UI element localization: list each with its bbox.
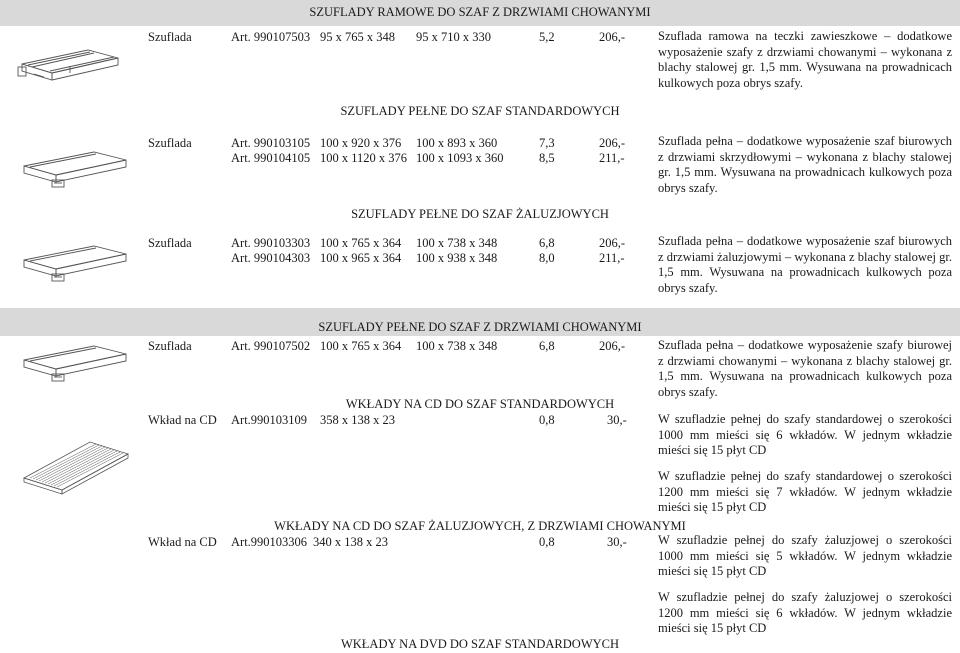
weight: 8,0 xyxy=(539,251,555,265)
section-title-cd-zaluzja: WKŁADY NA CD DO SZAF ŻALUZJOWYCH, Z DRZWIAMI CHOWANYMI xyxy=(274,519,686,533)
section-title-pelne-zaluzja: SZUFLADY PEŁNE DO SZAF ŻALUZJOWYCH xyxy=(351,207,609,221)
outer-dimensions: 100 x 965 x 364 xyxy=(320,251,402,265)
price: 206,- xyxy=(599,339,626,353)
description: W szufladzie pełnej do szafy żaluzjowej o szerokości 1000 mm mieści się 5 wkładów. W jednym wkładzie mieści się 15 płyt CD xyxy=(658,533,952,578)
item-name: Wkład na CD xyxy=(148,413,217,427)
frame-drawer-illustration xyxy=(14,40,124,90)
drawer-illustration xyxy=(18,240,130,286)
price: 206,- xyxy=(599,30,626,44)
weight: 8,5 xyxy=(539,151,555,165)
inner-dimensions: 100 x 893 x 360 xyxy=(416,136,498,150)
weight: 6,8 xyxy=(539,339,555,353)
article-number: Art.990103306 xyxy=(231,535,308,549)
article-number: Art. 990107502 xyxy=(231,339,311,353)
article-number: Art.990103109 xyxy=(231,413,308,427)
price: 211,- xyxy=(599,151,625,165)
price: 211,- xyxy=(599,251,625,265)
section-title-pelne-standard: SZUFLADY PEŁNE DO SZAF STANDARDOWYCH xyxy=(340,104,620,118)
outer-dimensions: 100 x 920 x 376 xyxy=(320,136,402,150)
item-name: Szuflada xyxy=(148,136,192,150)
inner-dimensions: 100 x 738 x 348 xyxy=(416,236,498,250)
weight: 6,8 xyxy=(539,236,555,250)
section-title-cd-standard: WKŁADY NA CD DO SZAF STANDARDOWYCH xyxy=(345,397,615,411)
description: Szuflada ramowa na teczki zawieszkowe – dodatkowe wyposażenie szafy z drzwiami chowanymi – wykonana z blachy stalowej gr. 1,5 mm. Wysuwana na prowadnicach kulkowych poza obrys szafy. xyxy=(658,29,952,90)
price: 30,- xyxy=(607,535,627,549)
description: Szuflada pełna – dodatkowe wyposażenie szaf biurowych z drzwiami skrzydłowymi – wykonana z blachy stalowej gr. 1,5 mm. Wysuwana na prowadnicach kulkowych poza obrys szafy. xyxy=(658,134,952,195)
description: Szuflada pełna – dodatkowe wyposażenie szaf biurowych z drzwiami żaluzjowymi – wykonana z blachy stalowej gr. 1,5 mm. Wysuwana na prowadnicach kulkowych poza obrys szafy. xyxy=(658,234,952,295)
inner-dimensions: 100 x 1093 x 360 xyxy=(416,151,504,165)
article-number: Art. 990103105 xyxy=(231,136,311,150)
item-name: Szuflada xyxy=(148,339,192,353)
article-number: Art. 990104303 xyxy=(231,251,311,265)
inner-dimensions: 95 x 710 x 330 xyxy=(416,30,491,44)
dimensions: 340 x 138 x 23 xyxy=(313,535,388,549)
section-title-pelne-chowane: SZUFLADY PEŁNE DO SZAF Z DRZWIAMI CHOWANYMI xyxy=(318,320,642,334)
price: 206,- xyxy=(599,136,626,150)
article-number: Art. 990104105 xyxy=(231,151,311,165)
description: W szufladzie pełnej do szafy żaluzjowej o szerokości 1200 mm mieści się 6 wkładów. W jednym wkładzie mieści się 15 płyt CD xyxy=(658,590,952,635)
item-name: Szuflada xyxy=(148,30,192,44)
description: W szufladzie pełnej do szafy standardowej o szerokości 1200 mm mieści się 7 wkładów. W jednym wkładzie mieści się 15 płyt CD xyxy=(658,469,952,514)
inner-dimensions: 100 x 738 x 348 xyxy=(416,339,498,353)
weight: 0,8 xyxy=(539,535,555,549)
cd-insert-illustration xyxy=(20,436,132,498)
inner-dimensions: 100 x 938 x 348 xyxy=(416,251,498,265)
item-name: Wkład na CD xyxy=(148,535,217,549)
outer-dimensions: 100 x 1120 x 376 xyxy=(320,151,408,165)
description: W szufladzie pełnej do szafy standardowej o szerokości 1000 mm mieści się 6 wkładów. W jednym wkładzie mieści się 15 płyt CD xyxy=(658,412,952,457)
article-number: Art. 990103303 xyxy=(231,236,311,250)
weight: 0,8 xyxy=(539,413,555,427)
outer-dimensions: 95 x 765 x 348 xyxy=(320,30,395,44)
price: 206,- xyxy=(599,236,626,250)
item-name: Szuflada xyxy=(148,236,192,250)
outer-dimensions: 100 x 765 x 364 xyxy=(320,236,402,250)
price: 30,- xyxy=(607,413,627,427)
weight: 7,3 xyxy=(539,136,555,150)
section-title-ramowe: SZUFLADY RAMOWE DO SZAF Z DRZWIAMI CHOWANYMI xyxy=(309,5,651,19)
outer-dimensions: 100 x 765 x 364 xyxy=(320,339,402,353)
drawer-illustration xyxy=(18,340,130,386)
section-title-dvd: WKŁADY NA DVD DO SZAF STANDARDOWYCH xyxy=(340,637,620,651)
article-number: Art. 990107503 xyxy=(231,30,311,44)
drawer-illustration xyxy=(18,146,130,192)
description: Szuflada pełna – dodatkowe wyposażenie szafy biurowej z drzwiami chowanymi – wykonana z blachy stalowej gr. 1,5 mm. Wysuwana na prowadnicach kulkowych poza obrys szafy. xyxy=(658,338,952,399)
dimensions: 358 x 138 x 23 xyxy=(320,413,395,427)
weight: 5,2 xyxy=(539,30,555,44)
